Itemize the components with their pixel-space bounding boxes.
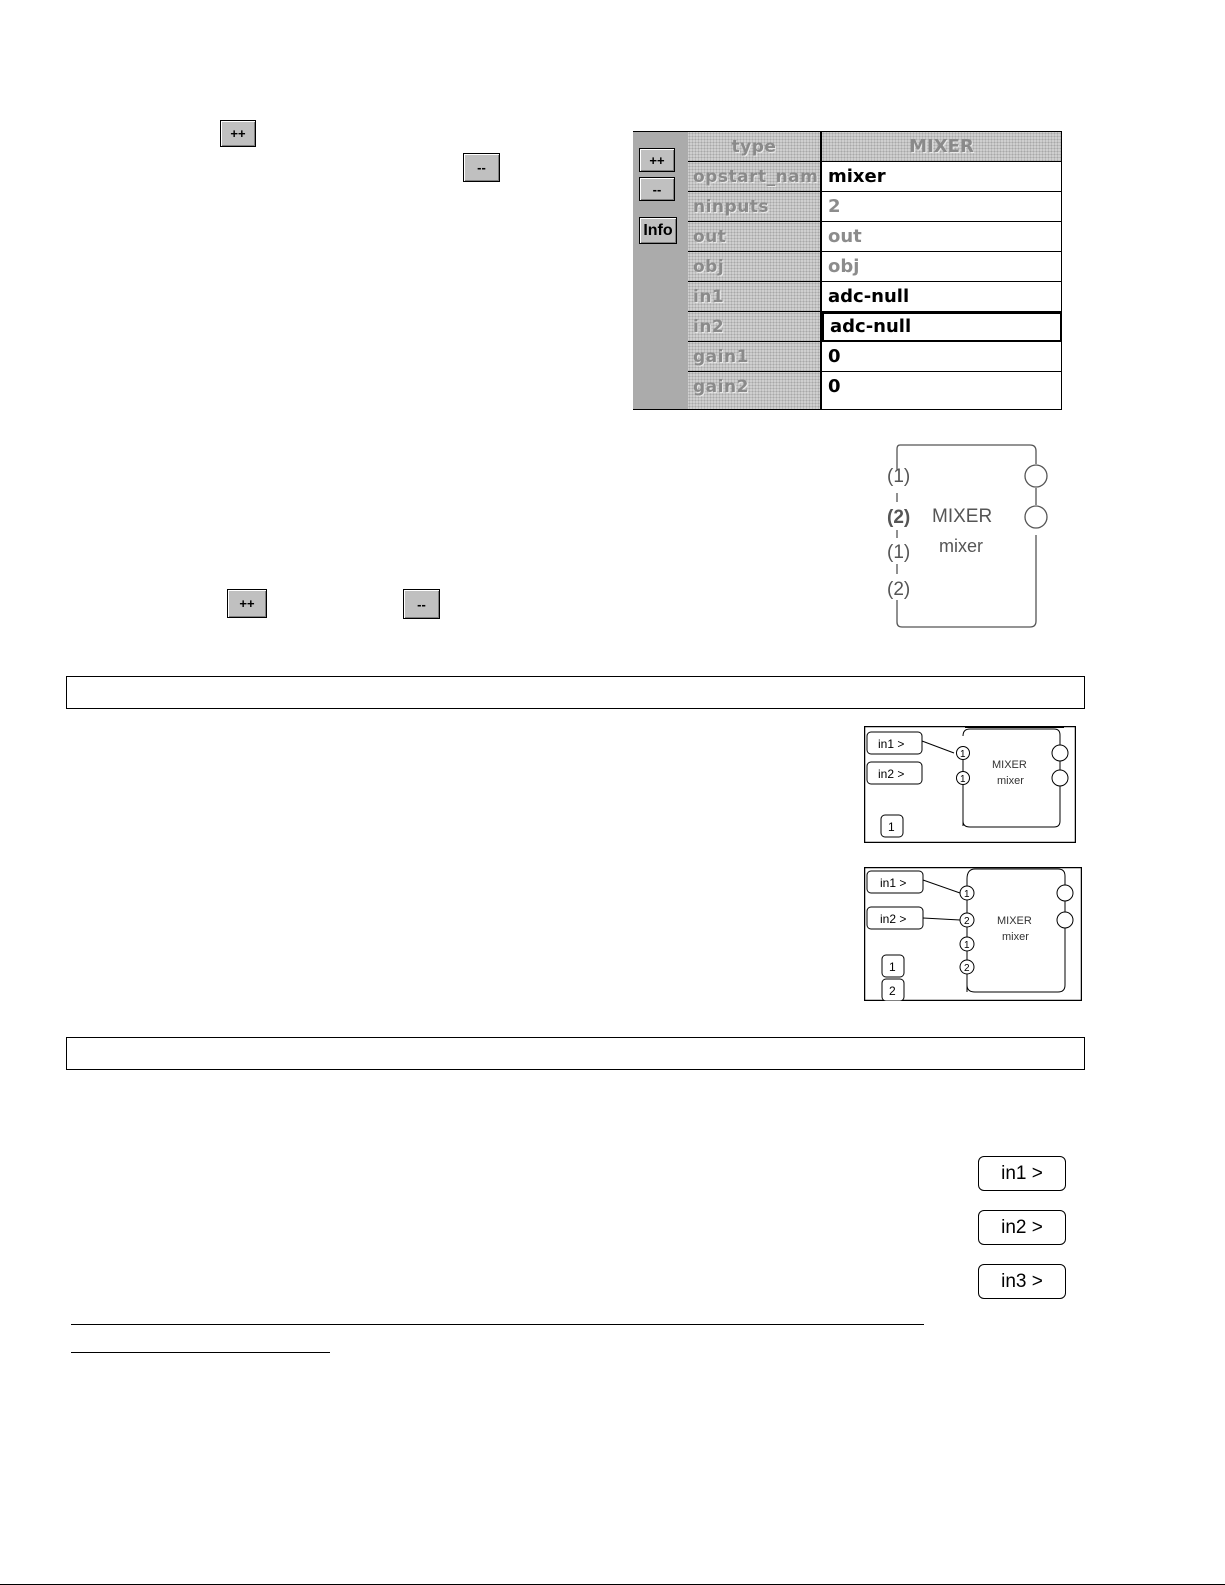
outlet-circle (1025, 506, 1047, 528)
small-mixer-diagram-2 (864, 867, 1082, 1001)
inlet-number: 2 (964, 916, 970, 927)
property-value: 2 (822, 192, 1062, 222)
property-key: in1 (688, 282, 822, 312)
property-panel (633, 131, 1062, 410)
property-value[interactable]: 0 (822, 372, 1062, 409)
property-value[interactable]: adc-null (822, 282, 1062, 312)
property-value[interactable]: mixer (822, 162, 1062, 192)
property-row (688, 162, 1062, 192)
property-value: out (822, 222, 1062, 252)
input-label-in2: in2 > (978, 1210, 1066, 1245)
module-type-label: MIXER (992, 759, 1027, 771)
inlet-number: 1 (964, 889, 970, 900)
section-header-box (66, 1037, 1085, 1070)
counter-number: 2 (889, 984, 896, 998)
property-value[interactable]: 0 (822, 342, 1062, 372)
property-row (688, 222, 1062, 252)
input-label-in1: in1 > (978, 1156, 1066, 1191)
property-grid (688, 132, 1062, 409)
property-key: out (688, 222, 822, 252)
module-inlet-label: (1) (887, 542, 911, 563)
minus-button-middle[interactable]: -- (403, 589, 440, 619)
inlet-label-text: in1 > (880, 876, 907, 890)
module-name-label: mixer (1002, 931, 1029, 943)
property-key: ninputs (688, 192, 822, 222)
inlet-label-text: in2 > (880, 912, 907, 926)
property-row (688, 312, 1062, 342)
plus-button-top[interactable]: ++ (220, 120, 256, 147)
section-header-box (66, 676, 1085, 709)
counter-number: 1 (888, 820, 895, 834)
module-name-label: mixer (939, 536, 983, 556)
plus-button-middle[interactable]: ++ (227, 589, 267, 618)
module-name-label: mixer (997, 775, 1024, 787)
property-header-row (688, 132, 1062, 162)
property-key: gain2 (688, 372, 822, 409)
panel-minus-button[interactable]: -- (639, 177, 675, 201)
property-header-value: MIXER (822, 132, 1062, 162)
inlet-number: 1 (964, 940, 970, 951)
property-key: in2 (688, 312, 822, 342)
small-mixer-diagram-1 (864, 726, 1076, 843)
property-row (688, 342, 1062, 372)
inlet-label-text: in2 > (878, 767, 905, 781)
module-inlet-label: (1) (887, 466, 911, 487)
outlet-circle (1025, 465, 1047, 487)
inlet-label-text: in1 > (878, 737, 905, 751)
property-row (688, 192, 1062, 222)
property-value-selected[interactable]: adc-null (822, 312, 1062, 342)
property-key: obj (688, 252, 822, 282)
inlet-number: 1 (960, 749, 966, 760)
panel-info-button[interactable]: Info (639, 217, 677, 244)
property-key: opstart_nam (688, 162, 822, 192)
property-row (688, 282, 1062, 312)
counter-number: 1 (889, 960, 896, 974)
module-type-label: MIXER (997, 915, 1032, 927)
inlet-number: 2 (964, 963, 970, 974)
property-header-key: type (688, 132, 822, 162)
panel-plus-button[interactable]: ++ (639, 148, 675, 172)
input-label-in3: in3 > (978, 1264, 1066, 1299)
property-row (688, 252, 1062, 282)
module-type-label: MIXER (932, 506, 993, 527)
module-inlet-label-active: (2) (887, 507, 911, 528)
horizontal-rule (71, 1324, 924, 1325)
property-value: obj (822, 252, 1062, 282)
inlet-number: 1 (960, 774, 966, 785)
minus-button-top[interactable]: -- (463, 153, 500, 182)
horizontal-rule (71, 1352, 330, 1353)
module-inlet-label: (2) (887, 579, 911, 600)
mixer-module-diagram (870, 440, 1070, 640)
property-key: gain1 (688, 342, 822, 372)
property-row (688, 372, 1062, 408)
